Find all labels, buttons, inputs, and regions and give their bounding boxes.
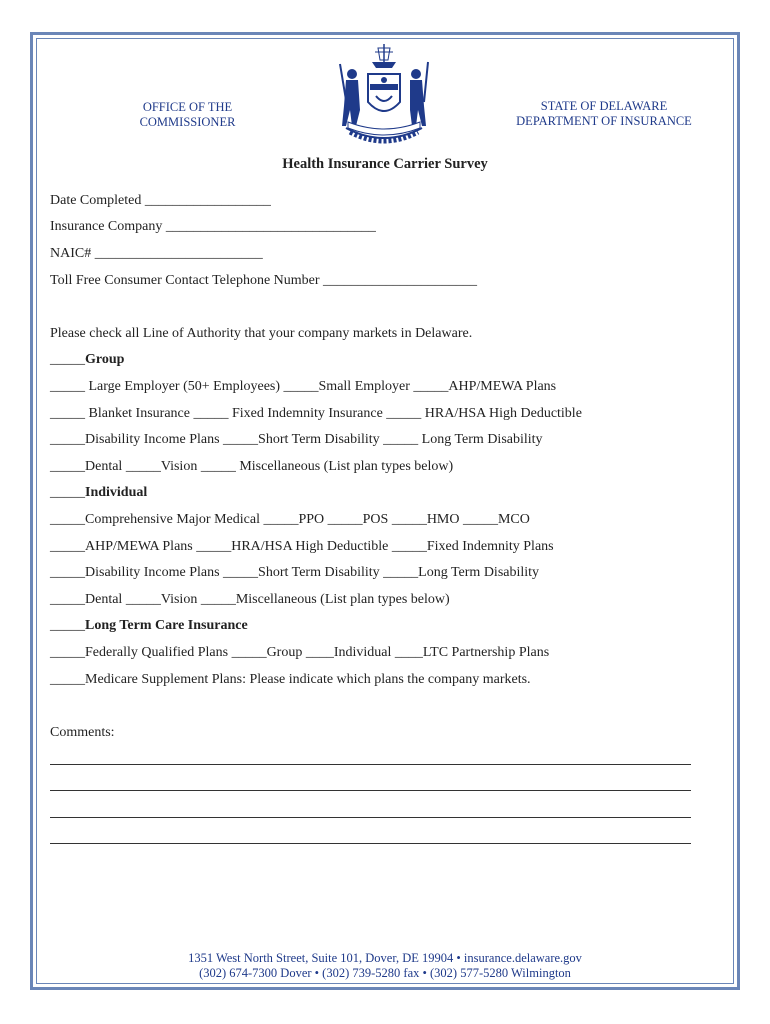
office-of-commissioner <box>120 100 255 130</box>
individual-options-row-4[interactable]: _____Dental _____Vision _____Miscellaneous (List plan types below) <box>50 592 450 607</box>
date-completed-field[interactable]: Date Completed __________________ <box>50 193 271 208</box>
state-line-2: DEPARTMENT OF INSURANCE <box>516 114 692 128</box>
group-options-row-3[interactable]: _____Disability Income Plans _____Short Term Disability _____ Long Term Disability <box>50 432 543 447</box>
ltc-heading[interactable] <box>50 617 248 635</box>
individual-options-row-3[interactable]: _____Disability Income Plans _____Short Term Disability _____Long Term Disability <box>50 565 540 580</box>
ltc-heading-label: Long Term Care Insurance <box>85 618 248 633</box>
comment-line-2[interactable] <box>50 790 691 791</box>
page-title: Health Insurance Carrier Survey <box>282 156 488 172</box>
comment-line-4[interactable] <box>50 843 691 844</box>
naic-field[interactable]: NAIC# ________________________ <box>50 246 263 261</box>
individual-checkbox-blank[interactable]: _____ <box>50 485 85 500</box>
toll-free-field[interactable]: Toll Free Consumer Contact Telephone Number ______________________ <box>50 273 478 288</box>
footer-phones: (302) 674-7300 Dover • (302) 739-5280 fax • (302) 577-5280 Wilmington <box>199 966 571 980</box>
individual-heading[interactable] <box>50 484 147 502</box>
group-checkbox-blank[interactable]: _____ <box>50 352 85 367</box>
comment-line-1[interactable] <box>50 764 691 765</box>
individual-options-row-1[interactable]: _____Comprehensive Major Medical _____PPO _____POS _____HMO _____MCO <box>50 512 530 527</box>
state-department-of-insurance <box>498 99 710 129</box>
insurance-company-field[interactable]: Insurance Company ______________________________ <box>50 219 376 234</box>
individual-heading-label: Individual <box>85 485 148 500</box>
office-line-1: OFFICE OF THE <box>142 100 233 114</box>
ltc-options-row-2[interactable]: _____Medicare Supplement Plans: Please indicate which plans the company markets. <box>50 672 531 687</box>
ltc-options-row-1[interactable]: _____Federally Qualified Plans _____Group ____Individual ____LTC Partnership Plans <box>50 645 550 660</box>
footer-address: 1351 West North Street, Suite 101, Dover, DE 19904 • insurance.delaware.gov <box>188 951 582 965</box>
group-options-row-1[interactable]: _____ Large Employer (50+ Employees) _____Small Employer _____AHP/MEWA Plans <box>50 379 557 394</box>
comment-line-3[interactable] <box>50 817 691 818</box>
group-heading[interactable] <box>50 351 124 369</box>
ltc-checkbox-blank[interactable]: _____ <box>50 618 85 633</box>
group-options-row-2[interactable]: _____ Blanket Insurance _____ Fixed Indemnity Insurance _____ HRA/HSA High Deductible <box>50 406 582 421</box>
instructions: Please check all Line of Authority that your company markets in Delaware. <box>50 326 473 341</box>
individual-options-row-2[interactable]: _____AHP/MEWA Plans _____HRA/HSA High Deductible _____Fixed Indemnity Plans <box>50 539 554 554</box>
group-heading-label: Group <box>85 352 125 367</box>
office-line-2: COMMISSIONER <box>139 115 236 129</box>
comments-label: Comments: <box>50 725 115 740</box>
delaware-state-seal-icon <box>328 40 440 144</box>
state-line-1: STATE OF DELAWARE <box>540 99 668 113</box>
group-options-row-4[interactable]: _____Dental _____Vision _____ Miscellaneous (List plan types below) <box>50 459 454 474</box>
